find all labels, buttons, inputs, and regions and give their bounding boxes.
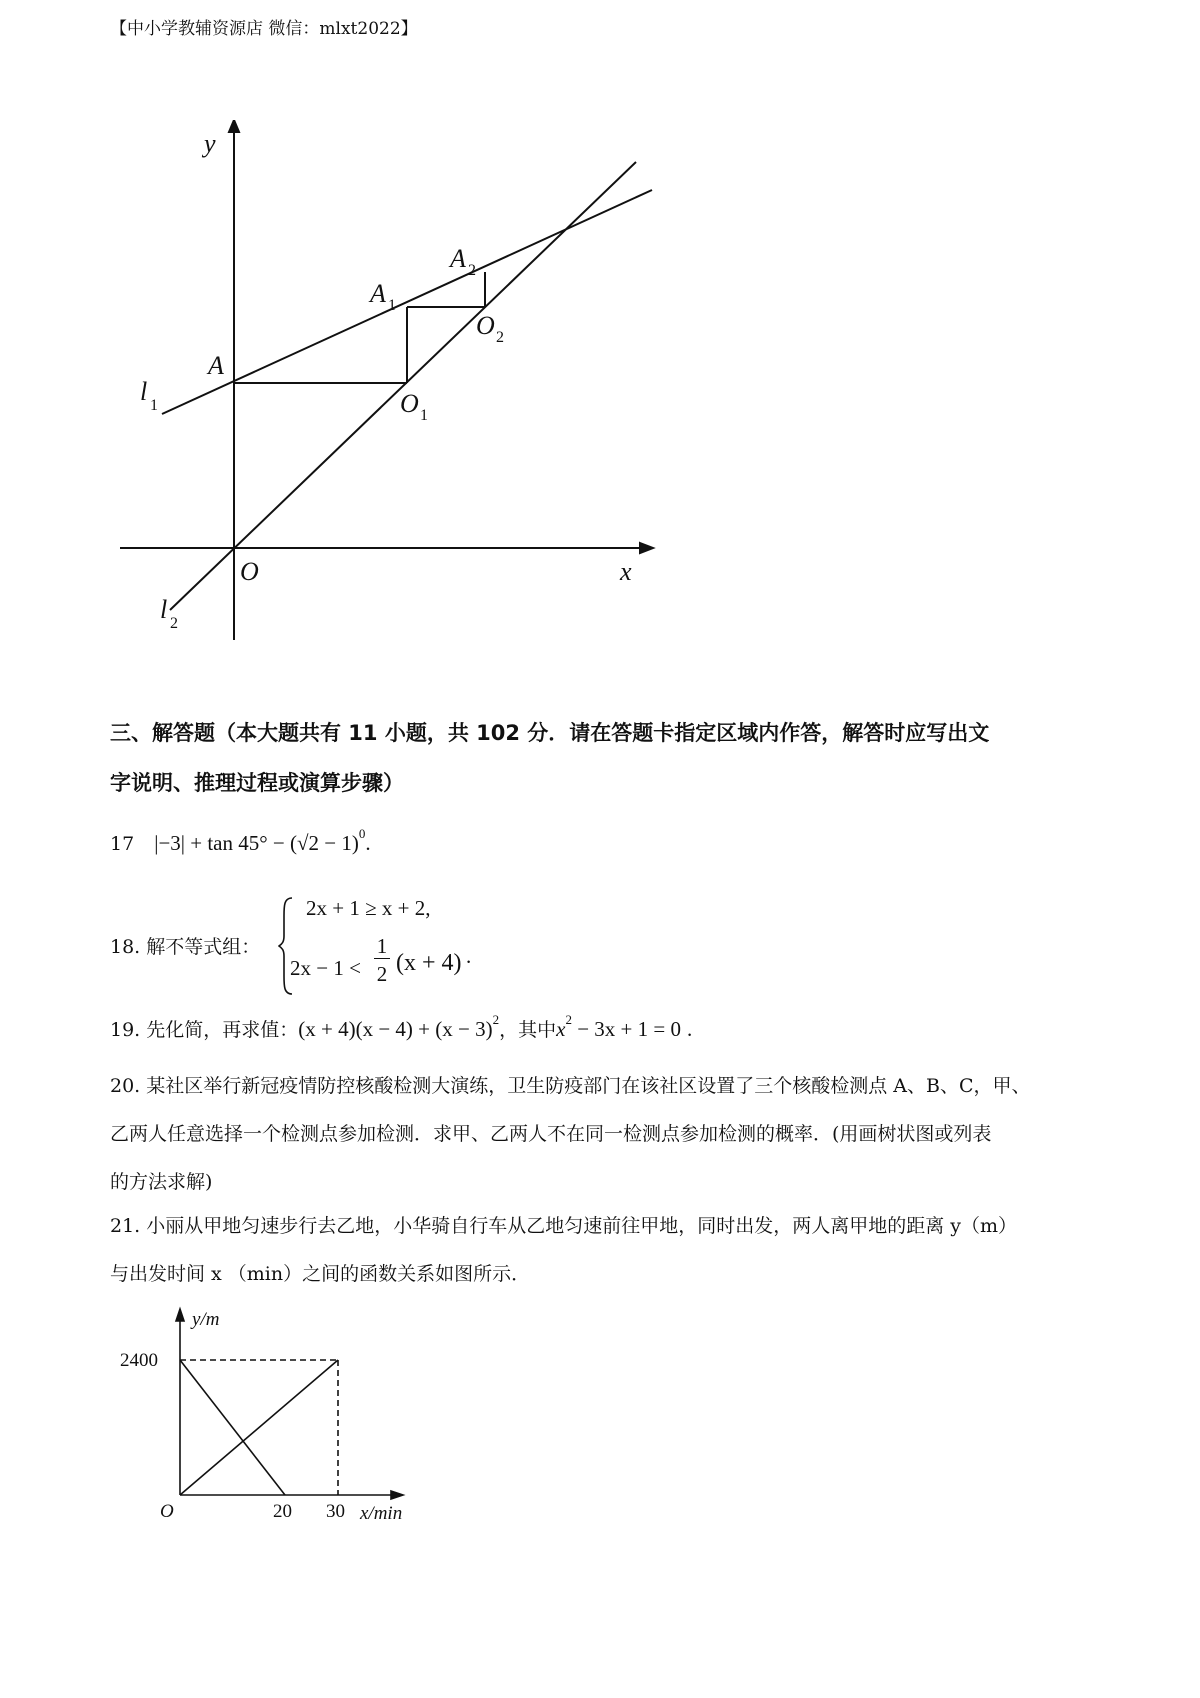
question-18 <box>110 892 1110 1002</box>
q18-frac-num: 1 <box>374 934 390 959</box>
graph-y-arrow <box>176 1309 184 1321</box>
geometry-figure <box>120 120 680 640</box>
origin-label: O <box>240 557 259 586</box>
section-heading <box>110 708 1110 808</box>
point-A1-label: A <box>370 279 386 308</box>
point-O2-sub: 2 <box>496 329 504 346</box>
q19-mid: ，其中 <box>499 1019 557 1041</box>
graph-x-tick-20: 20 <box>273 1501 292 1522</box>
q19-exponent: 2 <box>492 1012 500 1027</box>
q17-expression: |−3| + tan 45° − (√2 − 1) <box>154 831 359 855</box>
question-19 <box>110 1012 1110 1042</box>
graph-xlabel: x/min <box>360 1503 403 1524</box>
q18-inequality-1: 2x + 1 ≥ x + 2, <box>306 896 431 920</box>
question-20 <box>110 1062 1110 1206</box>
q18-inequality-2a: 2x − 1 < <box>290 956 361 980</box>
y-axis-label: y <box>204 129 216 158</box>
point-O1-sub: 1 <box>420 407 428 424</box>
q18-frac-den: 2 <box>376 962 388 986</box>
q19-cond-exp: 2 <box>565 1012 572 1027</box>
graph-x-arrow <box>391 1491 403 1499</box>
q19-prefix: 19. 先化简，再求值： <box>110 1019 299 1041</box>
q18-prefix: 18. 解不等式组： <box>110 936 261 958</box>
l1-label: l <box>140 377 148 406</box>
point-O2-label: O <box>476 311 495 340</box>
graph-y-tick-2400: 2400 <box>120 1350 158 1371</box>
section-title-line2: 字说明、推理过程或演算步骤） <box>110 771 404 795</box>
l1-sub: 1 <box>150 397 158 414</box>
graph-origin: O <box>160 1501 174 1522</box>
y-axis-arrow <box>229 120 239 132</box>
point-A2-label: A <box>450 244 466 273</box>
distance-time-graph <box>120 1305 440 1535</box>
q17-period: . <box>365 831 371 855</box>
point-A1-sub: 1 <box>388 297 396 314</box>
point-A-label: A <box>208 351 224 380</box>
graph-x-tick-30: 30 <box>326 1501 345 1522</box>
x-axis-arrow <box>640 543 653 553</box>
q19-cond-b: − 3x + 1 = 0 <box>571 1017 681 1041</box>
question-21 <box>110 1202 1110 1298</box>
q20-line1: 20. 某社区举行新冠疫情防控核酸检测大演练，卫生防疫部门在该社区设置了三个核酸检测点 A、B、C，甲、 <box>110 1075 1031 1097</box>
x-axis-label: x <box>620 557 632 586</box>
q17-exponent: 0 <box>358 826 366 841</box>
q19-expression: (x + 4)(x − 4) + (x − 3) <box>298 1017 493 1041</box>
page-header: 【中小学教辅资源店 微信：mlxt2022】 <box>110 19 418 39</box>
point-A2-sub: 2 <box>468 262 476 279</box>
point-O1-label: O <box>400 389 419 418</box>
q18-inequality-2b: (x + 4) <box>396 950 462 976</box>
q21-line2: 与出发时间 x （min）之间的函数关系如图所示． <box>110 1263 531 1285</box>
q20-line3: 的方法求解) <box>110 1171 213 1193</box>
xiaohua-line <box>180 1360 285 1495</box>
section-title-line1: 三、解答题（本大题共有 11 小题，共 102 分．请在答题卡指定区域内作答，解答时应写出文 <box>110 721 990 745</box>
q19-period: . <box>686 1017 693 1041</box>
q18-period: . <box>466 944 472 968</box>
l2-sub: 2 <box>170 615 178 632</box>
xiaoli-line <box>180 1360 338 1495</box>
graph-ylabel: y/m <box>192 1309 220 1330</box>
l2-label: l <box>160 595 168 624</box>
q17-number: 17 <box>110 833 135 855</box>
left-brace-icon <box>278 896 294 996</box>
q19-cond-a: x <box>556 1017 566 1041</box>
q21-line1: 21. 小丽从甲地匀速步行去乙地，小华骑自行车从乙地匀速前往甲地，同时出发，两人离甲地的距离 y（m） <box>110 1215 1018 1237</box>
question-17 <box>110 826 1110 856</box>
q20-line2: 乙两人任意选择一个检测点参加检测．求甲、乙两人不在同一检测点参加检测的概率．(用画树状图或列表 <box>110 1123 992 1145</box>
